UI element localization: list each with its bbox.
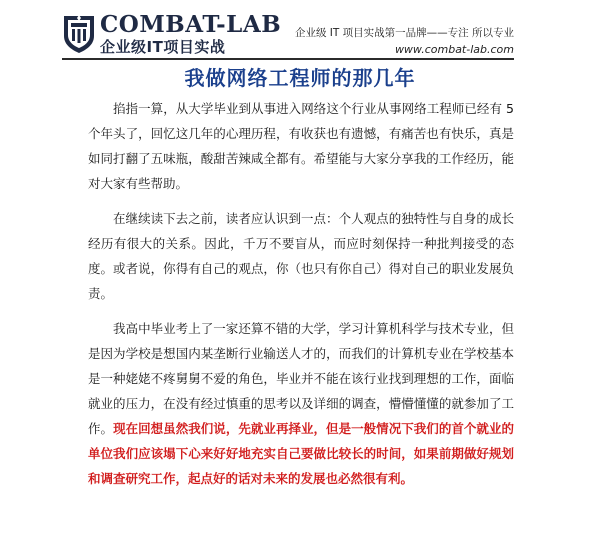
paragraph-1-text: 掐指一算，从大学毕业到从事进入网络这个行业从事网络工程师已经有 5 个年头了，回忆这几年的心理历程，有收获也有遗憾，有痛苦也有快乐，真是如同打翻了五味瓶，酸甜苦辣咸全都有。希望能与大家分享我的工作经历，能对大家有些帮助。 — [88, 101, 514, 191]
paragraph-3-text: 我高中毕业考上了一家还算不错的大学，学习计算机科学与技术专业，但是因为学校是想国内某垄断行业输送人才的，而我们的计算机专业在学校基本是一种姥姥不疼舅舅不爱的角色，毕业并不能在该行业找到理想的工作，面临就业的压力，在没有经过慎重的思考以及详细的调查，懵懵懂懂的就参加了工作。 — [88, 321, 514, 436]
paragraph-1 — [88, 96, 514, 196]
shield-logo-icon — [62, 14, 96, 54]
paragraph-3 — [88, 316, 514, 491]
brand-name: COMBAT-LAB — [100, 11, 282, 38]
paragraph-3-highlight: 现在回想虽然我们说，先就业再择业，但是一般情况下我们的首个就业的单位我们应该塌下心来好好地充实自己要做比较长的时间，如果前期做好规划和调查研究工作，起点好的话对未来的发展也必然很有利。 — [88, 421, 514, 486]
paragraph-2 — [88, 206, 514, 306]
paragraph-2-text: 在继续读下去之前，读者应认识到一点：个人观点的独特性与自身的成长经历有很大的关系。因此，千万不要盲从，而应时刻保持一种批判接受的态度。或者说，你得有自己的观点，你（也只有你自己）得对自己的职业发展负责。 — [88, 211, 514, 301]
website-link[interactable]: www.combat-lab.com — [394, 43, 514, 56]
header-slogan: 企业级 IT 项目实战第一品牌——专注 所以专业 — [294, 27, 514, 39]
page-header — [0, 0, 600, 62]
brand-subtitle: 企业级IT项目实战 — [100, 38, 226, 56]
header-divider — [62, 58, 514, 60]
document-body — [88, 96, 514, 491]
document-title: 我做网络工程师的那几年 — [184, 66, 416, 90]
